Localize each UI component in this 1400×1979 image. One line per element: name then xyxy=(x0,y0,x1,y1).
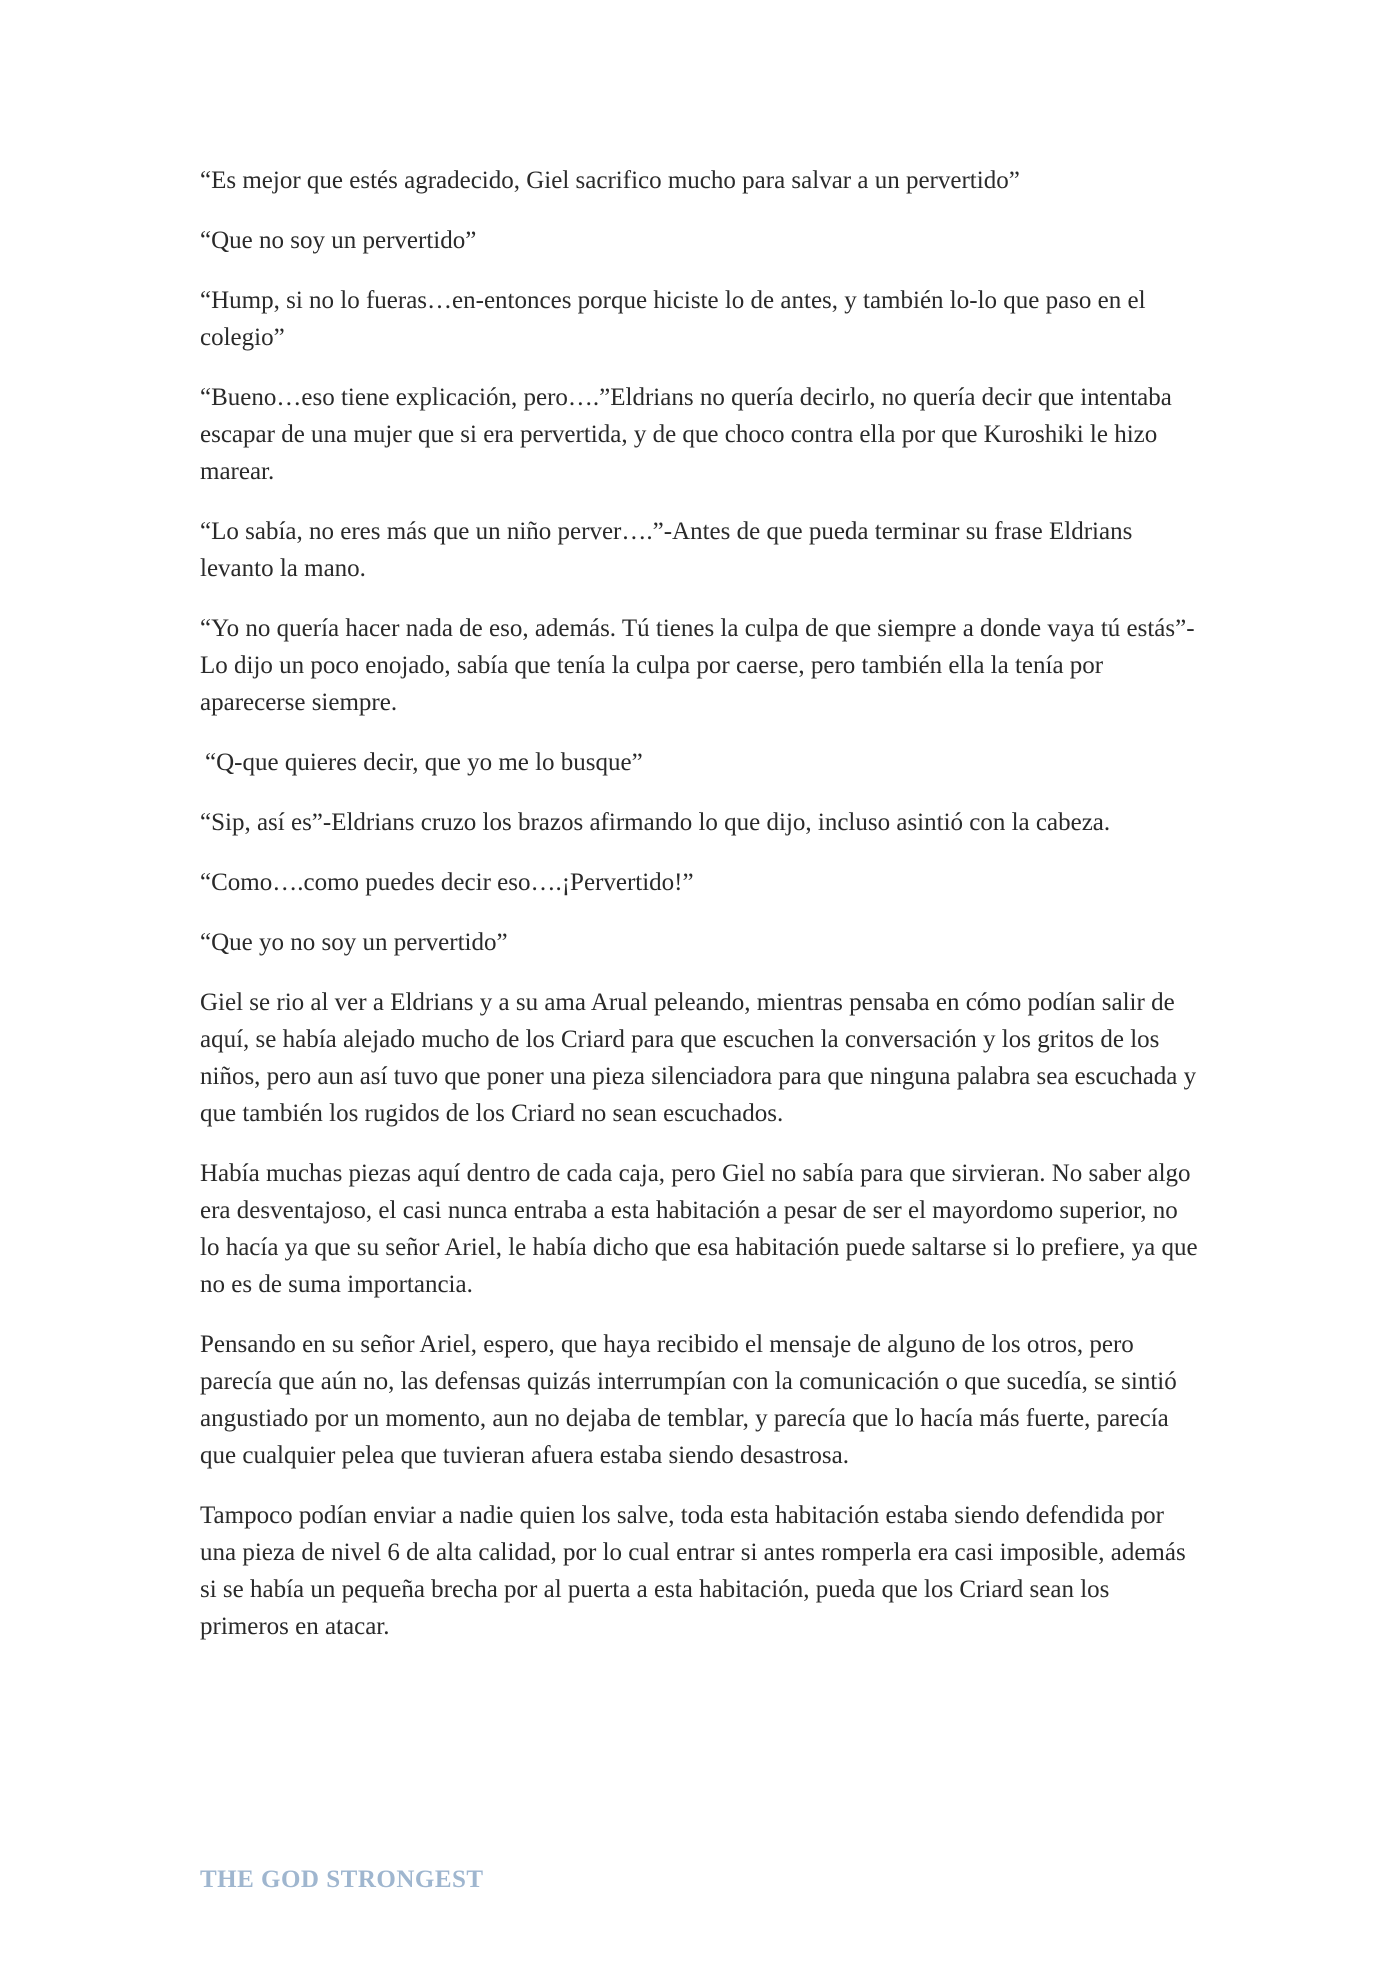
paragraph: Pensando en su señor Ariel, espero, que haya recibido el mensaje de alguno de los otros, pero parecía que aún no, las defensas quizás interrumpían con la comunicación o que sucedía, se sintió angustiado por un momento, aun no dejaba de temblar, y parecía que lo hacía más fuerte, parecía que cualquier pelea que tuvieran afuera estaba siendo desastrosa. xyxy=(200,1331,1177,1469)
paragraph: “Que no soy un pervertido” xyxy=(200,227,477,254)
document-body xyxy=(200,162,1200,1668)
paragraph: “Como….como puedes decir eso….¡Pervertido!” xyxy=(200,869,694,896)
paragraph: “Que yo no soy un pervertido” xyxy=(200,929,508,956)
paragraph: “Yo no quería hacer nada de eso, además. Tú tienes la culpa de que siempre a donde vaya tú estás”-Lo dijo un poco enojado, sabía que tenía la culpa por caerse, pero también ella la tenía por aparecerse siempre. xyxy=(200,615,1195,716)
page-footer: THE GOD STRONGEST xyxy=(200,1866,484,1893)
paragraph: “Lo sabía, no eres más que un niño perver….”-Antes de que pueda terminar su frase Eldrians levanto la mano. xyxy=(200,518,1133,582)
paragraph: “Bueno…eso tiene explicación, pero….”Eldrians no quería decirlo, no quería decir que intentaba escapar de una mujer que si era pervertida, y de que choco contra ella por que Kuroshiki le hizo marear. xyxy=(200,384,1172,485)
paragraph: Tampoco podían enviar a nadie quien los salve, toda esta habitación estaba siendo defendida por una pieza de nivel 6 de alta calidad, por lo cual entrar si antes romperla era casi imposible, además si se había un pequeña brecha por al puerta a esta habitación, pueda que los Criard sean los primeros en atacar. xyxy=(200,1502,1186,1640)
paragraph: “Es mejor que estés agradecido, Giel sacrifico mucho para salvar a un pervertido” xyxy=(200,167,1020,194)
paragraph: Giel se rio al ver a Eldrians y a su ama Arual peleando, mientras pensaba en cómo podían salir de aquí, se había alejado mucho de los Criard para que escuchen la conversación y los gritos de los niños, pero aun así tuvo que poner una pieza silenciadora para que ninguna palabra sea escuchada y que también los rugidos de los Criard no sean escuchados. xyxy=(200,989,1197,1127)
paragraph: “Q-que quieres decir, que yo me lo busque” xyxy=(205,749,643,776)
paragraph: “Sip, así es”-Eldrians cruzo los brazos afirmando lo que dijo, incluso asintió con la cabeza. xyxy=(200,809,1111,836)
paragraph: “Hump, si no lo fueras…en-entonces porque hiciste lo de antes, y también lo-lo que paso en el colegio” xyxy=(200,287,1146,351)
paragraph: Había muchas piezas aquí dentro de cada caja, pero Giel no sabía para que sirvieran. No saber algo era desventajoso, el casi nunca entraba a esta habitación a pesar de ser el mayordomo superior, no lo hacía ya que su señor Ariel, le había dicho que esa habitación puede saltarse si lo prefiere, ya que no es de suma importancia. xyxy=(200,1160,1198,1298)
